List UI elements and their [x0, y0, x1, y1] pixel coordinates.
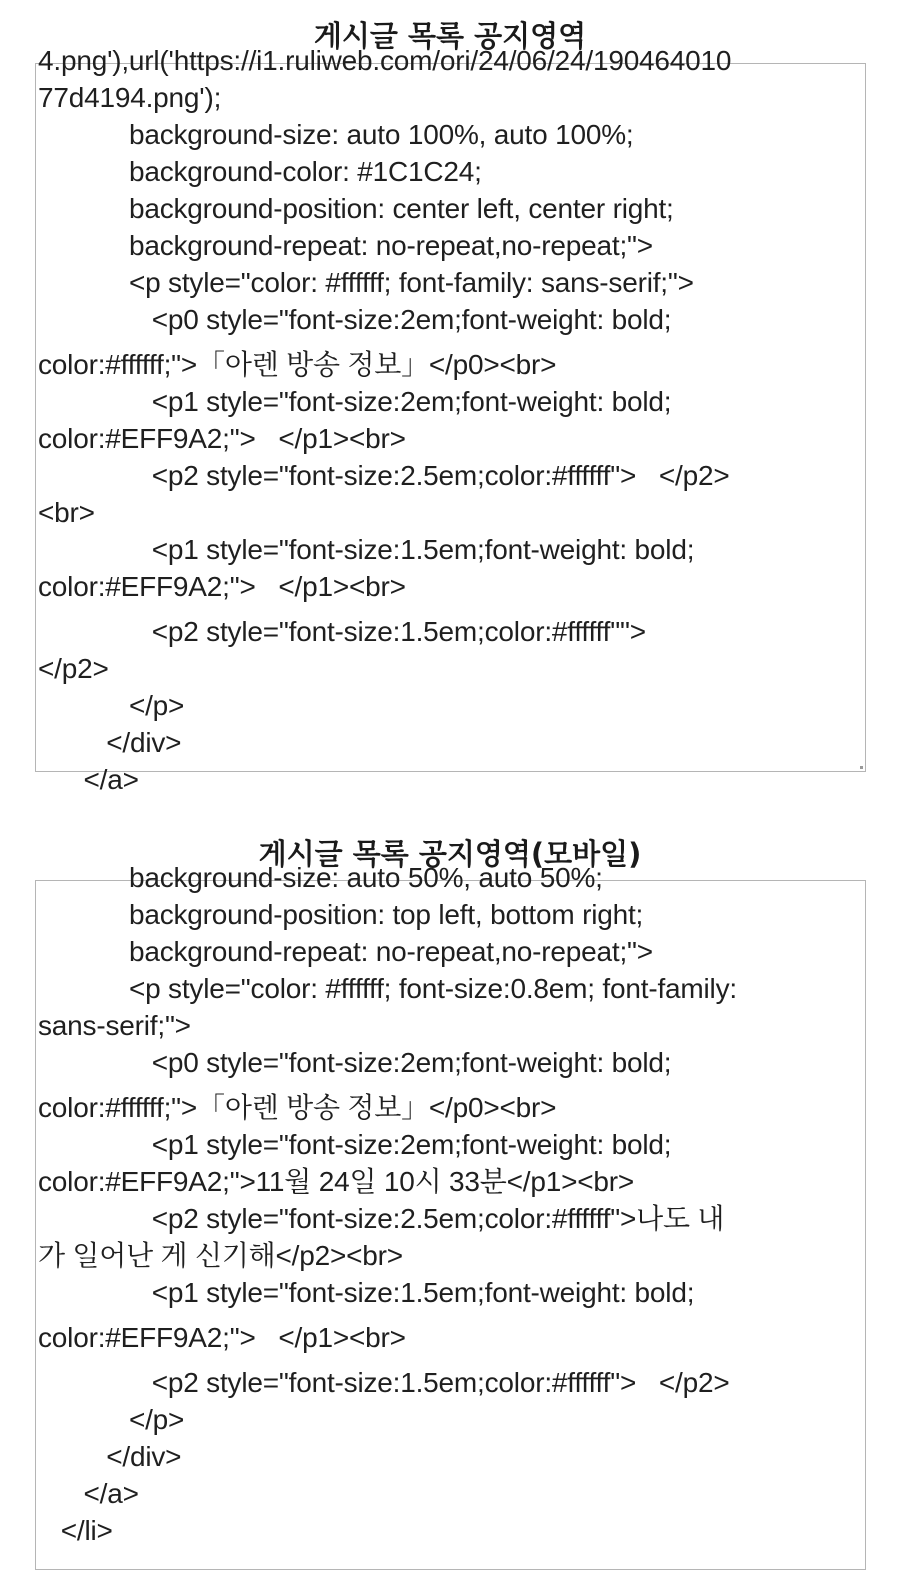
code-line: </div> [38, 727, 182, 758]
code-line: </li> [38, 1515, 113, 1546]
code-line-text: color:#ffffff;">「아렌 방송 정보」</p0><br> [38, 349, 557, 380]
code-line-text: <p2 style="font-size:1.5em;color:#ffffff"> </p2> [38, 1367, 730, 1398]
code-line: </div> [38, 1441, 182, 1472]
resize-handle-icon[interactable] [857, 763, 863, 769]
notice-area-mobile-code-lines [38, 859, 865, 1549]
code-line: color:#EFF9A2;">11월 24일 10시 33분</p1><br> [38, 1166, 635, 1197]
code-line: background-position: top left, bottom right; [38, 899, 644, 930]
code-line: </p2> [38, 653, 109, 684]
code-line: <p0 style="font-size:2em;font-weight: bold; [38, 304, 672, 335]
code-line: <p style="color: #ffffff; font-family: sans-serif;"> [38, 267, 694, 298]
code-line: color:#EFF9A2;"> </p1><br> [38, 423, 406, 454]
code-line: <p0 style="font-size:2em;font-weight: bold; [38, 1047, 672, 1078]
code-line [38, 1311, 865, 1356]
code-line: background-repeat: no-repeat,no-repeat;"> [38, 230, 653, 261]
notice-area-title: 게시글 목록 공지영역 [313, 19, 587, 53]
code-line: <p1 style="font-size:1.5em;font-weight: bold; [38, 534, 695, 565]
code-line [38, 1356, 865, 1401]
notice-area-code-textarea[interactable] [35, 45, 866, 795]
code-line: <p2 style="font-size:2.5em;color:#ffffff"> </p2> [38, 460, 730, 491]
code-line: <p1 style="font-size:2em;font-weight: bold; [38, 386, 672, 417]
code-line: </a> [38, 764, 139, 795]
code-line-text: color:#EFF9A2;"> </p1><br> [38, 1322, 406, 1353]
notice-area-code-lines [38, 42, 865, 798]
code-line: sans-serif;"> [38, 1010, 191, 1041]
code-line: background-size: auto 100%, auto 100%; [38, 119, 634, 150]
code-line: </p> [38, 1404, 185, 1435]
code-line-text: color:#ffffff;">「아렌 방송 정보」</p0><br> [38, 1092, 557, 1123]
code-line: background-position: center left, center right; [38, 193, 674, 224]
code-line: </p> [38, 690, 185, 721]
code-line: <p style="color: #ffffff; font-size:0.8em; font-family: [38, 973, 737, 1004]
code-line: background-size: auto 50%, auto 50%; [38, 862, 603, 893]
code-line: <p2 style="font-size:2.5em;color:#ffffff">나도 내 [38, 1203, 725, 1234]
code-line: </a> [38, 1478, 139, 1509]
code-line: <p1 style="font-size:2em;font-weight: bold; [38, 1129, 672, 1160]
code-line [38, 605, 865, 650]
notice-area-mobile-code-textarea[interactable] [35, 862, 866, 1570]
code-line: background-color: #1C1C24; [38, 156, 482, 187]
code-line [38, 338, 865, 383]
code-line-text: <p2 style="font-size:1.5em;color:#ffffff""> [38, 616, 646, 647]
code-line [38, 1081, 865, 1126]
code-line: 가 일어난 게 신기해</p2><br> [38, 1240, 403, 1271]
code-line: 77d4194.png'); [38, 82, 222, 113]
code-line: <p1 style="font-size:1.5em;font-weight: bold; [38, 1277, 695, 1308]
code-line: background-repeat: no-repeat,no-repeat;"> [38, 936, 653, 967]
code-line: color:#EFF9A2;"> </p1><br> [38, 571, 406, 602]
notice-area-mobile-title: 게시글 목록 공지영역(모바일) [258, 837, 642, 871]
code-line: 4.png'),url('https://i1.ruliweb.com/ori/24/06/24/190464010 [38, 45, 732, 76]
code-line: <br> [38, 497, 95, 528]
